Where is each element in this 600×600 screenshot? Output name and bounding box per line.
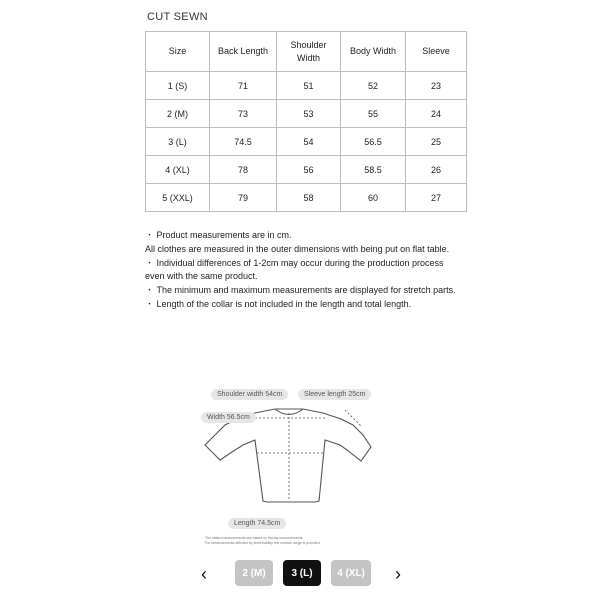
table-cell: 23 <box>406 72 467 100</box>
column-header: Back Length <box>210 32 277 72</box>
table-cell: 56 <box>277 156 341 184</box>
table-cell: 71 <box>210 72 277 100</box>
table-cell: 5 (XXL) <box>146 184 210 212</box>
table-cell: 60 <box>341 184 406 212</box>
length-label: Length 74.5cm <box>228 518 286 529</box>
table-cell: 74.5 <box>210 128 277 156</box>
table-cell: 24 <box>406 100 467 128</box>
note-line: ・ The minimum and maximum measurements are displayed for stretch parts. <box>145 285 456 296</box>
table-cell: 58 <box>277 184 341 212</box>
note-line: ・ Product measurements are in cm. <box>145 230 292 240</box>
size-tab-l[interactable]: 3 (L) <box>283 560 321 586</box>
page-title: CUT SEWN <box>147 11 208 23</box>
table-cell: 54 <box>277 128 341 156</box>
table-cell: 51 <box>277 72 341 100</box>
table-cell: 73 <box>210 100 277 128</box>
column-header: Body Width <box>341 32 406 72</box>
table-cell: 58.5 <box>341 156 406 184</box>
fineprint-line: The stated measurements are based on flat-lay measurements. <box>205 536 304 540</box>
table-cell: 79 <box>210 184 277 212</box>
width-label: Width 56.5cm <box>201 412 256 423</box>
table-cell: 53 <box>277 100 341 128</box>
table-row <box>146 156 467 184</box>
table-row <box>146 72 467 100</box>
table-cell: 25 <box>406 128 467 156</box>
table-cell: 1 (S) <box>146 72 210 100</box>
table-cell: 56.5 <box>341 128 406 156</box>
table-row <box>146 128 467 156</box>
note-line: All clothes are measured in the outer dimensions with being put on flat table. <box>145 243 450 254</box>
note-line: ・ Length of the collar is not included in the length and total length. <box>145 298 412 309</box>
size-table <box>145 31 467 212</box>
table-cell: 55 <box>341 100 406 128</box>
table-row <box>146 100 467 128</box>
chevron-left-icon[interactable]: ‹ <box>201 564 207 584</box>
measurement-notes <box>145 229 465 312</box>
table-cell: 27 <box>406 184 467 212</box>
size-pager <box>195 560 410 588</box>
column-header: Sleeve <box>406 32 467 72</box>
column-header: Size <box>146 32 210 72</box>
table-body <box>146 72 467 212</box>
table-cell: 26 <box>406 156 467 184</box>
table-cell: 78 <box>210 156 277 184</box>
tshirt-outline-icon <box>195 383 385 548</box>
size-tab-m[interactable]: 2 (M) <box>235 560 273 586</box>
table-header-row <box>146 32 467 72</box>
tshirt-measurement-diagram <box>195 383 385 548</box>
table-cell: 4 (XL) <box>146 156 210 184</box>
column-header: Shoulder Width <box>277 32 341 72</box>
table-cell: 2 (M) <box>146 100 210 128</box>
shoulder-width-label: Shoulder width 54cm <box>211 389 288 400</box>
chevron-right-icon[interactable]: › <box>395 564 401 584</box>
size-tab-xl[interactable]: 4 (XL) <box>331 560 371 586</box>
diagram-fineprint <box>205 536 321 546</box>
table-cell: 3 (L) <box>146 128 210 156</box>
fineprint-line: For measurements affected by stretchability, the median range is provided. <box>205 541 321 545</box>
note-line: ・ Individual differences of 1-2cm may occur during the production process even with the same product. <box>145 257 444 282</box>
table-cell: 52 <box>341 72 406 100</box>
sleeve-length-label: Sleeve length 25cm <box>298 389 371 400</box>
table-row <box>146 184 467 212</box>
